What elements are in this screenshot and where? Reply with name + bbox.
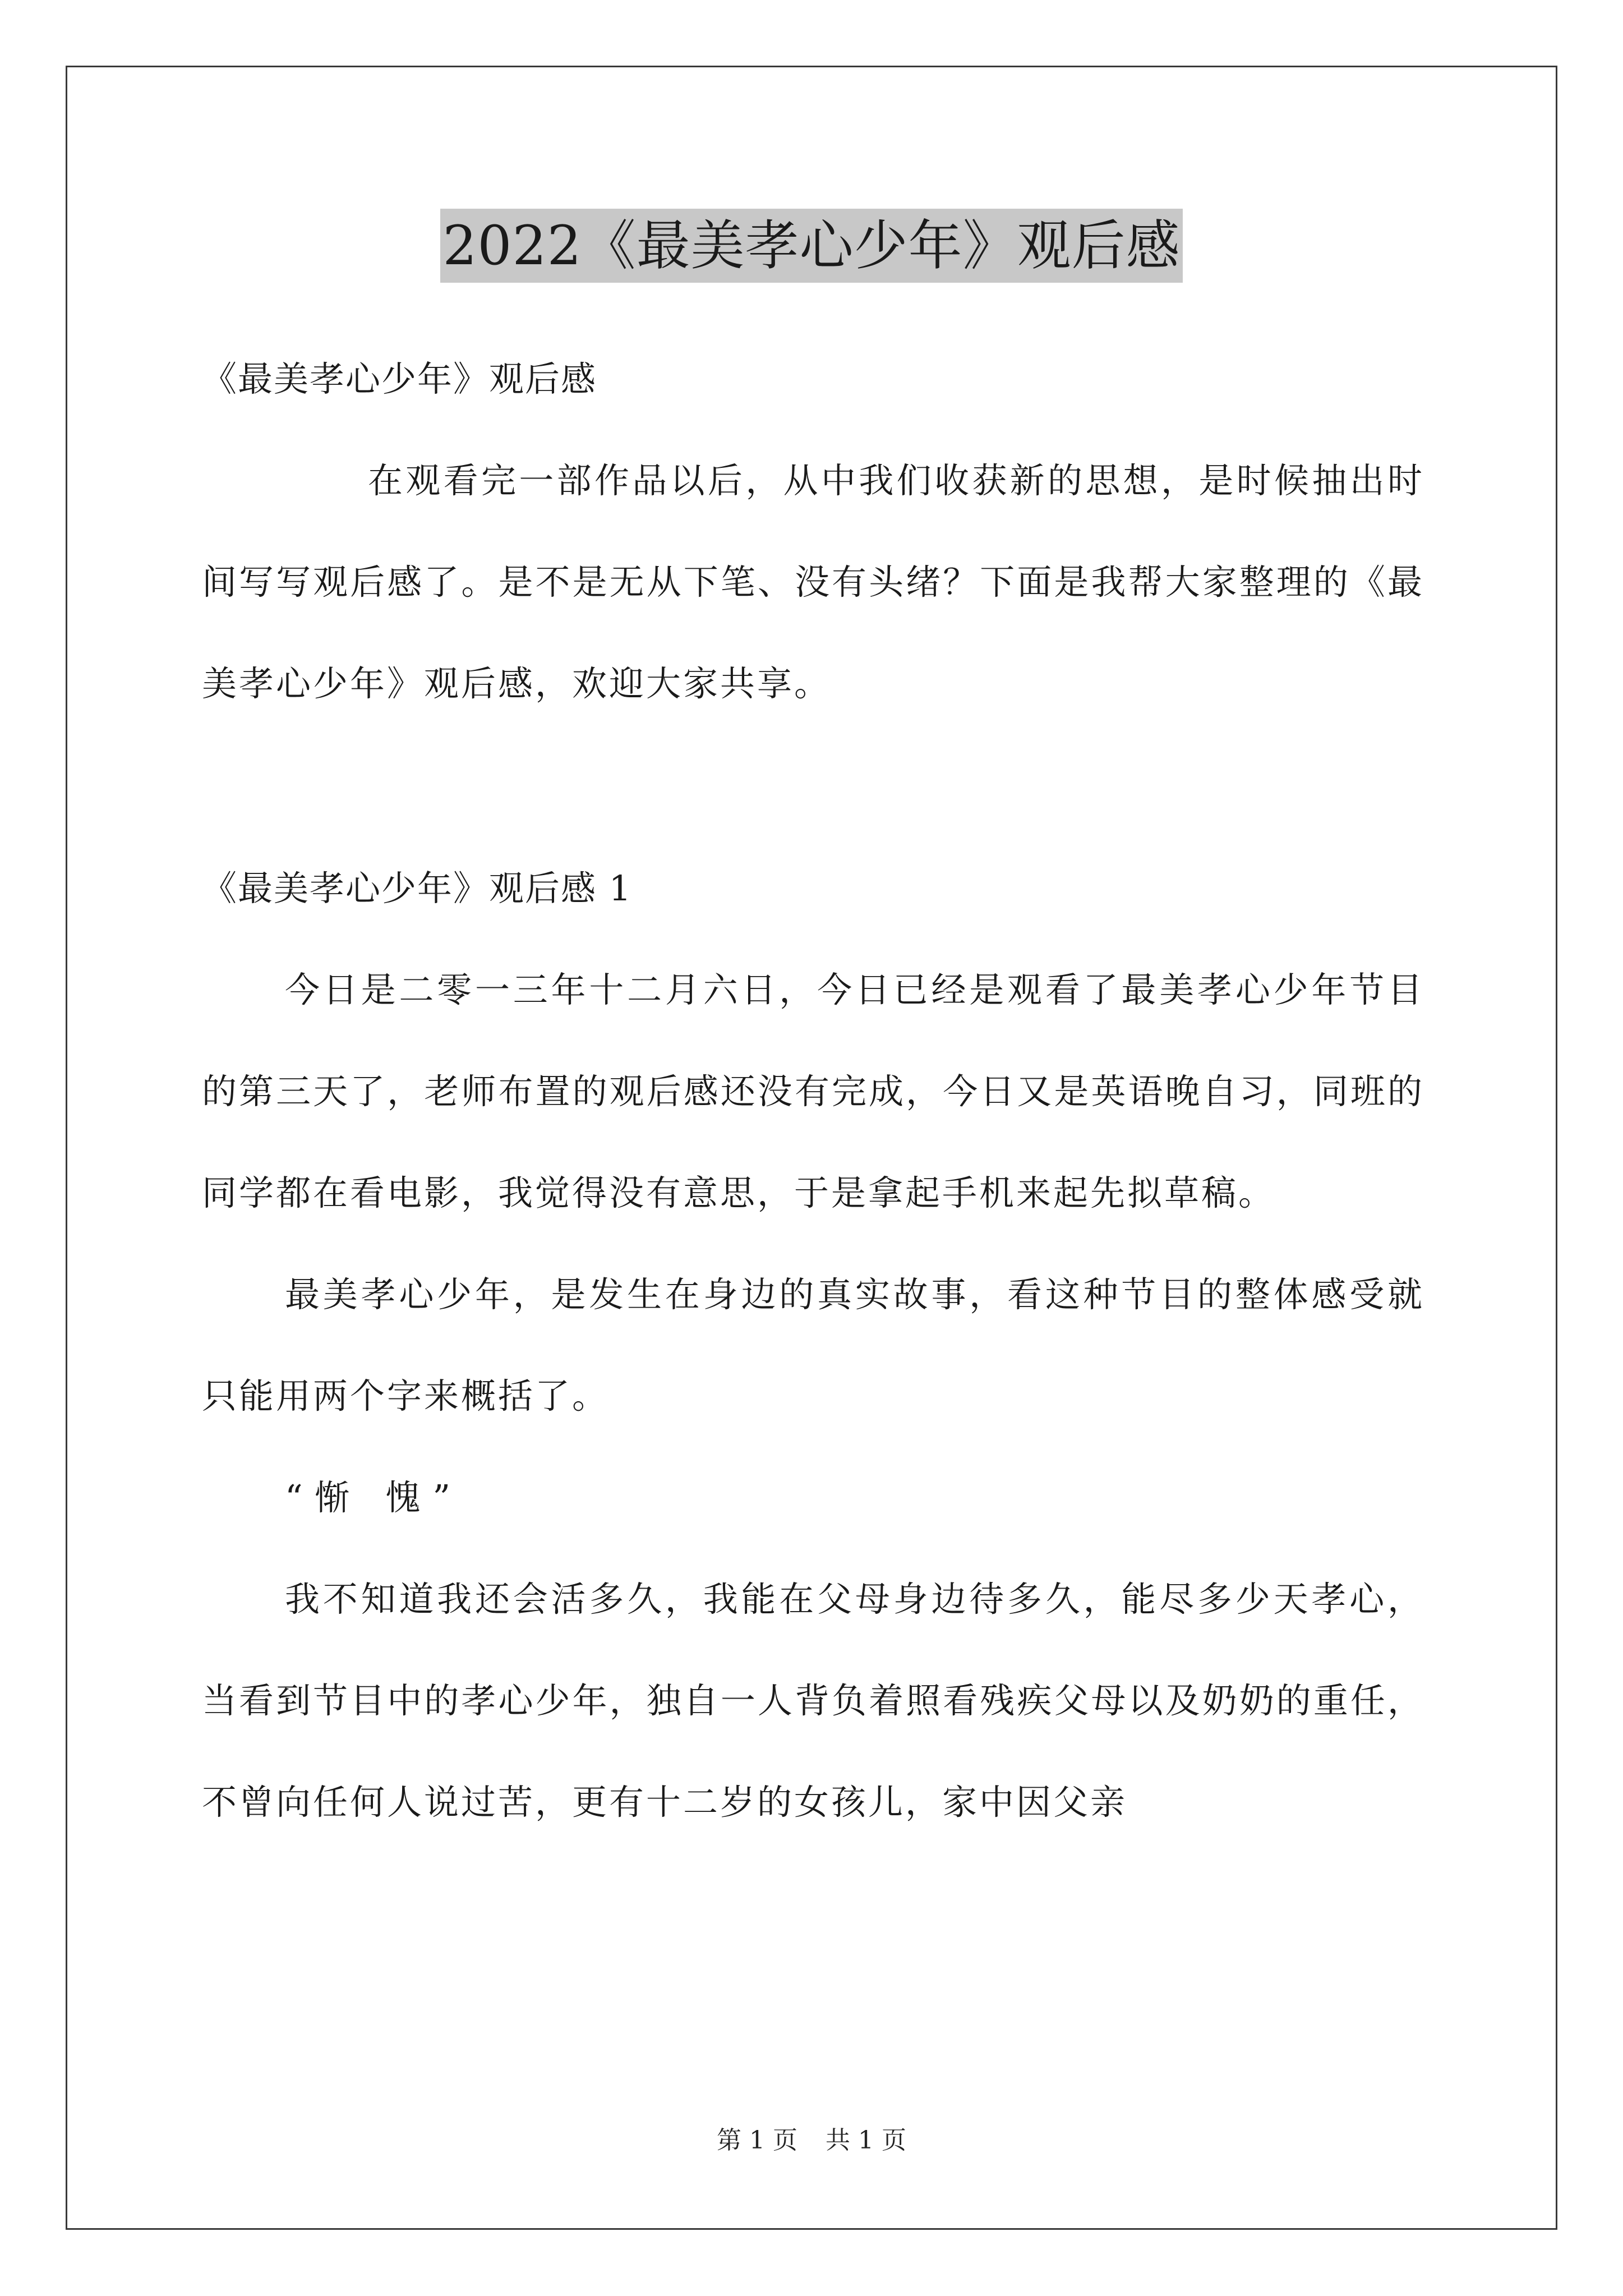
title-container bbox=[0, 209, 1623, 283]
body-paragraph: 我不知道我还会活多久，我能在父母身边待多久，能尽多少天孝心，当看到节目中的孝心少年，独自一人背负着照看残疾父母以及奶奶的重任，不曾向任何人说过苦，更有十二岁的女孩儿，家中因父亲 bbox=[202, 1579, 1424, 1823]
page-footer bbox=[0, 2124, 1623, 2157]
document-title: 2022《最美孝心少年》观后感 bbox=[440, 209, 1182, 283]
document-subtitle: 《最美孝心少年》观后感 bbox=[202, 358, 597, 399]
intro-paragraph: 在观看完一部作品以后，从中我们收获新的思想，是时候抽出时间写写观后感了。是不是无从下笔、没有头绪？下面是我帮大家整理的《最美孝心少年》观后感，欢迎大家共享。 bbox=[202, 460, 1424, 704]
body-paragraph: 今日是二零一三年十二月六日，今日已经是观看了最美孝心少年节目的第三天了，老师布置的观后感还没有完成，今日又是英语晚自习，同班的同学都在看电影，我觉得没有意思，于是拿起手机来起先拟草稿。 bbox=[202, 969, 1424, 1213]
page-total: 共 1 页 bbox=[826, 2126, 906, 2155]
quote-line: “惭 愧” bbox=[285, 1477, 463, 1518]
section-spacer bbox=[202, 734, 1424, 838]
page-number: 第 1 页 bbox=[717, 2126, 797, 2155]
section-heading: 《最美孝心少年》观后感 1 bbox=[202, 868, 633, 909]
document-body bbox=[202, 328, 1424, 1853]
body-paragraph: 最美孝心少年，是发生在身边的真实故事，看这种节目的整体感受就只能用两个字来概括了。 bbox=[202, 1274, 1424, 1416]
